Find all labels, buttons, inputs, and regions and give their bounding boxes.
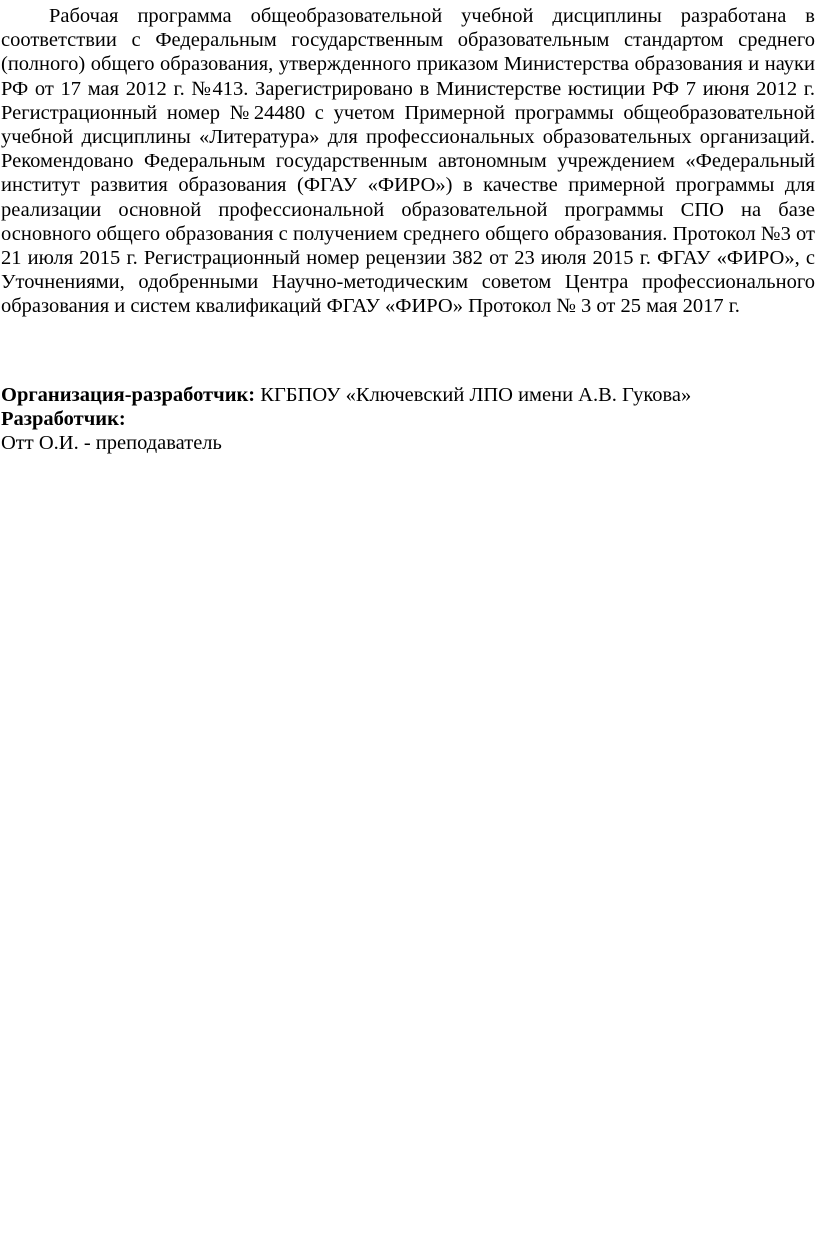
organization-label: Организация-разработчик:: [1, 383, 256, 406]
intro-paragraph: Рабочая программа общеобразовательной учебной дисциплины разработана в соответствии с Федеральным государственным образовательным стандартом среднего (полного) общего образования, утвержденного приказом Министерства образования и науки РФ от 17 мая 2012 г. №413. Зарегистрировано в Министерстве юстиции РФ 7 июня 2012 г. Регистрационный номер №24480 с учетом Примерной программы общеобразовательной учебной дисциплины «Литература» для профессиональных образовательных организаций. Рекомендовано Федеральным государственным автономным учреждением «Федеральный институт развития образования (ФГАУ «ФИРО») в качестве примерной программы для реализации основной профессиональной образовательной программы СПО на базе основного общего образования с получением среднего общего образования. Протокол №3 от 21 июля 2015 г. Регистрационный номер рецензии 382 от 23 июля 2015 г. ФГАУ «ФИРО», с Уточнениями, одобренными Научно-методическим советом Центра профессионального образования и систем квалификаций ФГАУ «ФИРО» Протокол № 3 от 25 мая 2017 г.: [1, 5, 815, 318]
developer-line: [1, 407, 815, 431]
developer-value-line: [1, 431, 815, 455]
developer-value: Отт О.И. - преподаватель: [1, 432, 222, 455]
organization-value: КГБПОУ «Ключевский ЛПО имени А.В. Гукова»: [255, 383, 692, 406]
organization-line: [1, 383, 815, 407]
developer-label: Разработчик:: [1, 407, 126, 430]
paragraph-spacer: [1, 319, 815, 383]
